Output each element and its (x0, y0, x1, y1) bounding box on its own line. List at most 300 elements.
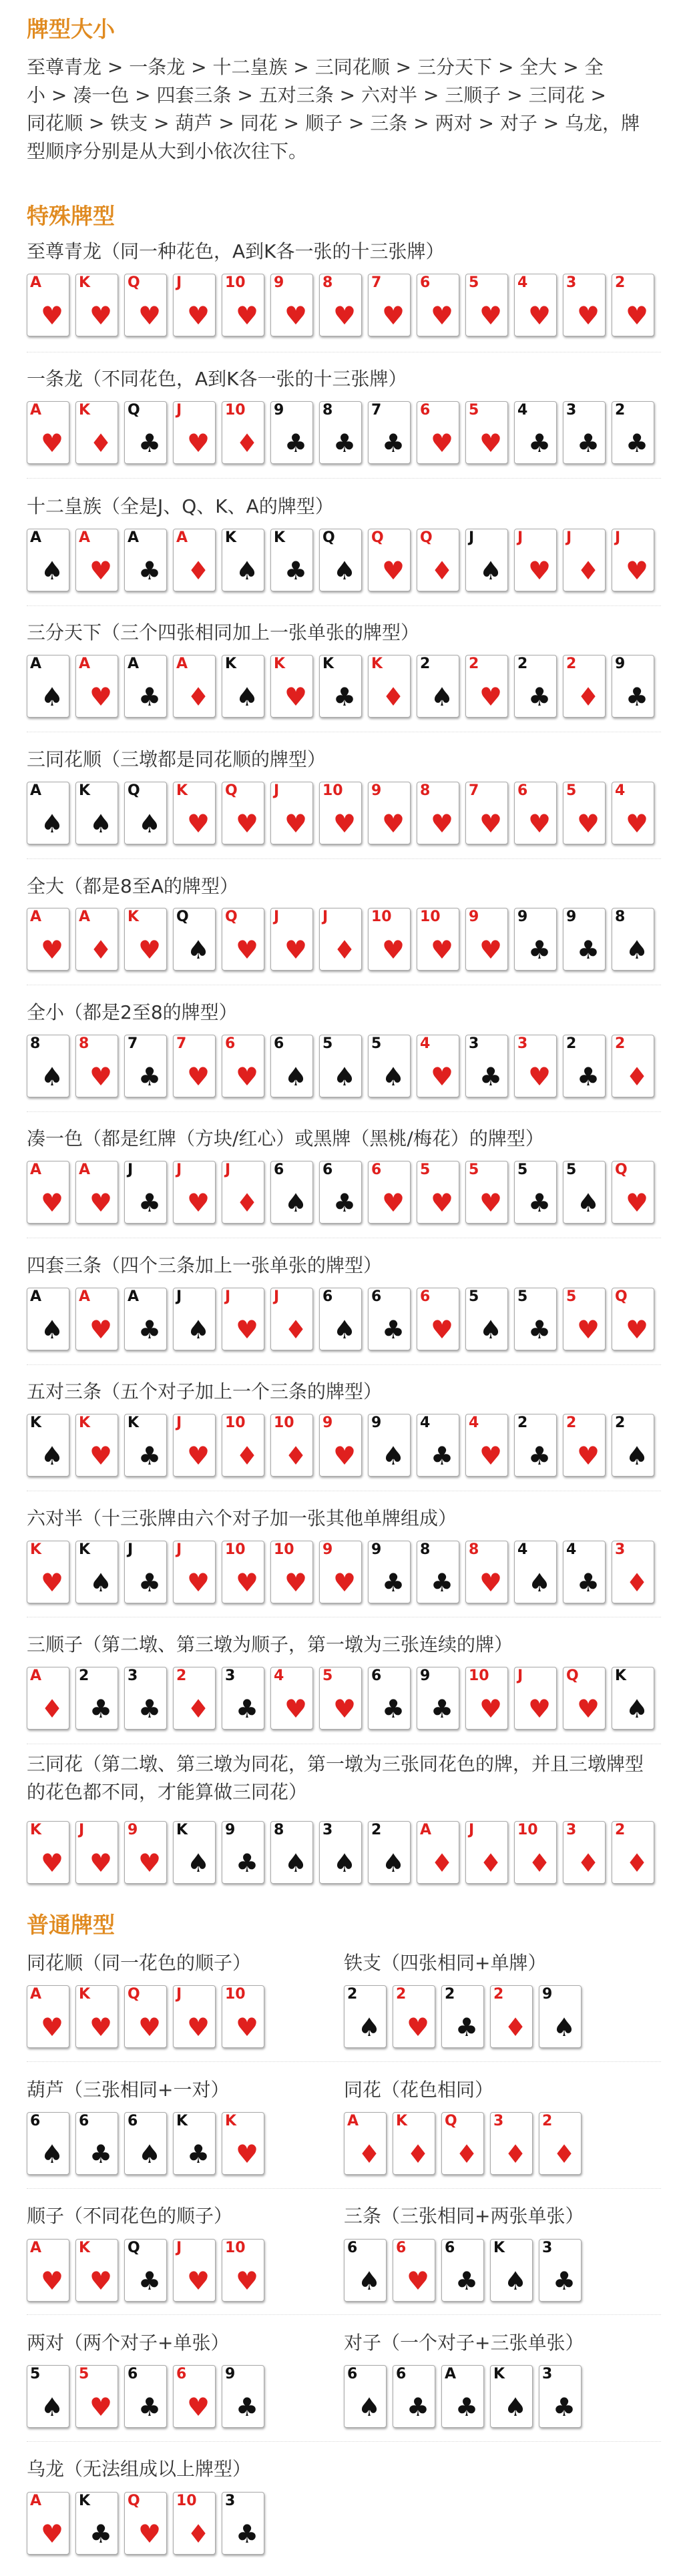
playing-card (222, 1414, 264, 1477)
heart-suit-icon: ♥ (382, 809, 405, 838)
card-rank: 5 (566, 1288, 577, 1305)
playing-card (270, 1161, 313, 1224)
club-suit-icon: ♣ (479, 1062, 503, 1091)
diamond-suit-icon: ♦ (553, 2139, 576, 2169)
card-rank: 2 (517, 656, 528, 672)
card-rank: 5 (322, 1035, 333, 1052)
card-rank: 3 (225, 2493, 236, 2509)
playing-card (514, 908, 557, 971)
diamond-suit-icon: ♦ (431, 1848, 454, 1878)
diamond-suit-icon: ♦ (187, 682, 210, 712)
card-rank: K (225, 2113, 237, 2129)
playing-card (612, 1035, 654, 1097)
card-rank: 9 (322, 1414, 333, 1431)
club-suit-icon: ♣ (577, 1062, 600, 1091)
card-rank: 10 (274, 1414, 294, 1431)
heart-suit-icon: ♥ (187, 1188, 210, 1218)
playing-card (75, 1035, 118, 1097)
special-title: 特殊牌型 (27, 203, 115, 229)
heart-suit-icon: ♥ (577, 1441, 600, 1471)
heart-suit-icon: ♥ (138, 2013, 162, 2042)
spade-suit-icon: ♠ (382, 1062, 405, 1091)
playing-card (222, 2492, 264, 2555)
spade-suit-icon: ♠ (236, 682, 259, 712)
card-rank: 2 (79, 1667, 89, 1684)
heart-suit-icon: ♥ (236, 1315, 259, 1344)
playing-card (417, 1821, 459, 1884)
card-rank: 9 (322, 1541, 333, 1558)
card-rank: Q (566, 1667, 579, 1684)
card-rank: 8 (469, 1541, 479, 1558)
playing-card (417, 1035, 459, 1097)
card-rank: 5 (517, 1288, 528, 1305)
divider (27, 2188, 661, 2189)
card-rank: 6 (445, 2240, 455, 2256)
playing-card (124, 1288, 167, 1350)
club-suit-icon: ♣ (138, 1188, 162, 1218)
heart-suit-icon: ♥ (187, 2266, 210, 2296)
card-rank: 9 (371, 782, 382, 799)
card-rank: 2 (566, 1414, 577, 1431)
spade-suit-icon: ♠ (41, 1062, 64, 1091)
heart-suit-icon: ♥ (138, 2519, 162, 2549)
heart-suit-icon: ♥ (41, 2013, 64, 2042)
playing-card (124, 1414, 167, 1477)
playing-card (173, 2365, 216, 2428)
heart-suit-icon: ♥ (382, 556, 405, 585)
playing-card (270, 1414, 313, 1477)
normal-title: 普通牌型 (27, 1912, 115, 1938)
card-rank: 3 (542, 2366, 553, 2382)
card-rank: Q (322, 529, 335, 546)
card-rank: Q (615, 1288, 628, 1305)
card-rank: 6 (420, 1288, 431, 1305)
card-rank: 4 (420, 1414, 431, 1431)
playing-card (441, 2365, 484, 2428)
spade-suit-icon: ♠ (528, 1568, 551, 1597)
card-rank: A (30, 529, 42, 546)
card-rank: 8 (420, 1541, 431, 1558)
card-rank: 6 (420, 274, 431, 291)
playing-card (222, 1667, 264, 1730)
playing-card (27, 1414, 69, 1477)
playing-card (222, 1035, 264, 1097)
club-suit-icon: ♣ (577, 1568, 600, 1597)
diamond-suit-icon: ♦ (236, 429, 259, 458)
diamond-suit-icon: ♦ (236, 1188, 259, 1218)
spade-suit-icon: ♠ (41, 2139, 64, 2169)
playing-card (368, 908, 411, 971)
playing-card (270, 908, 313, 971)
card-rank: 4 (420, 1035, 431, 1052)
diamond-suit-icon: ♦ (187, 1694, 210, 1724)
heart-suit-icon: ♥ (187, 429, 210, 458)
playing-card (612, 908, 654, 971)
playing-card (368, 1161, 411, 1224)
card-rank: 8 (322, 274, 333, 291)
card-rank: A (347, 2113, 359, 2129)
playing-card (514, 401, 557, 464)
card-rank: K (493, 2240, 505, 2256)
hand-label: 四套三条（四个三条加上一张单张的牌型） (27, 1254, 383, 1276)
playing-card (563, 1161, 606, 1224)
playing-card (417, 1667, 459, 1730)
ranking-line: 至尊青龙 > 一条龙 > 十二皇族 > 三同花顺 > 三分天下 > 全大 > 全 (27, 56, 604, 78)
card-rank: K (176, 782, 188, 799)
card-rank: 2 (420, 656, 431, 672)
spade-suit-icon: ♠ (41, 556, 64, 585)
card-rank: 2 (615, 1822, 626, 1838)
card-rank: A (30, 1986, 42, 2003)
card-rank: 9 (371, 1541, 382, 1558)
card-rank: K (225, 529, 237, 546)
playing-card (417, 782, 459, 844)
heart-suit-icon: ♥ (479, 809, 503, 838)
heart-suit-icon: ♥ (284, 301, 308, 330)
ranking-title: 牌型大小 (27, 16, 115, 42)
card-rank: A (30, 2240, 42, 2256)
playing-card (441, 2239, 484, 2302)
diamond-suit-icon: ♦ (284, 1315, 308, 1344)
card-rank: K (79, 2240, 91, 2256)
card-rank: 5 (469, 1162, 479, 1178)
spade-suit-icon: ♠ (41, 2392, 64, 2422)
card-rank: 5 (566, 1162, 577, 1178)
card-rank: 3 (469, 1035, 479, 1052)
card-rank: 3 (542, 2240, 553, 2256)
card-rank: 5 (469, 1288, 479, 1305)
heart-suit-icon: ♥ (333, 301, 357, 330)
heart-suit-icon: ♥ (431, 1315, 454, 1344)
card-rank: 6 (274, 1035, 284, 1052)
card-rank: 2 (396, 1986, 407, 2003)
playing-card (75, 1414, 118, 1477)
diamond-suit-icon: ♦ (577, 682, 600, 712)
heart-suit-icon: ♥ (479, 1694, 503, 1724)
club-suit-icon: ♣ (528, 682, 551, 712)
card-rank: K (30, 1414, 42, 1431)
diamond-suit-icon: ♦ (358, 2139, 381, 2169)
card-rank: 5 (420, 1162, 431, 1178)
card-rank: 4 (517, 1541, 528, 1558)
spade-suit-icon: ♠ (41, 1315, 64, 1344)
card-rank: A (30, 274, 42, 291)
card-rank: 6 (371, 1667, 382, 1684)
hand-label: 乌龙（无法组成以上牌型） (27, 2458, 252, 2480)
playing-card (465, 529, 508, 591)
playing-card (514, 529, 557, 591)
playing-card (270, 1667, 313, 1730)
spade-suit-icon: ♠ (577, 1188, 600, 1218)
club-suit-icon: ♣ (528, 1188, 551, 1218)
card-rank: 9 (615, 656, 626, 672)
playing-card (612, 1821, 654, 1884)
playing-card (222, 1288, 264, 1350)
playing-card (417, 401, 459, 464)
playing-card (27, 1667, 69, 1730)
heart-suit-icon: ♥ (41, 1848, 64, 1878)
card-rank: Q (420, 529, 433, 546)
card-rank: 10 (225, 2240, 246, 2256)
card-rank: J (176, 1986, 182, 2003)
playing-card (270, 1541, 313, 1603)
playing-card (222, 1821, 264, 1884)
card-rank: 10 (274, 1541, 294, 1558)
divider (27, 605, 661, 606)
playing-card (222, 782, 264, 844)
club-suit-icon: ♣ (553, 2266, 576, 2296)
card-rank: 5 (322, 1667, 333, 1684)
playing-card (173, 2112, 216, 2175)
playing-card (563, 401, 606, 464)
playing-card (27, 1541, 69, 1603)
playing-card (222, 401, 264, 464)
playing-card (490, 2239, 533, 2302)
heart-suit-icon: ♥ (284, 1568, 308, 1597)
card-rank: J (225, 1162, 231, 1178)
playing-card (27, 2239, 69, 2302)
playing-card (514, 1288, 557, 1350)
playing-card (490, 1985, 533, 2048)
card-rank: A (30, 1162, 42, 1178)
heart-suit-icon: ♥ (187, 2013, 210, 2042)
club-suit-icon: ♣ (138, 2266, 162, 2296)
spade-suit-icon: ♠ (626, 935, 649, 965)
playing-card (368, 1541, 411, 1603)
spade-suit-icon: ♠ (358, 2392, 381, 2422)
club-suit-icon: ♣ (382, 1568, 405, 1597)
playing-card (124, 274, 167, 336)
playing-card (27, 1288, 69, 1350)
playing-card (124, 529, 167, 591)
heart-suit-icon: ♥ (528, 556, 551, 585)
playing-card (173, 1035, 216, 1097)
playing-card (465, 1035, 508, 1097)
spade-suit-icon: ♠ (333, 556, 357, 585)
card-rank: Q (128, 402, 140, 419)
playing-card (417, 1161, 459, 1224)
divider (27, 1111, 661, 1112)
heart-suit-icon: ♥ (479, 429, 503, 458)
heart-suit-icon: ♥ (431, 429, 454, 458)
playing-card (514, 1667, 557, 1730)
playing-card (368, 1821, 411, 1884)
hand-label: 三条（三张相同+两张单张） (344, 2205, 584, 2227)
spade-suit-icon: ♠ (89, 1568, 113, 1597)
card-rank: A (79, 1162, 91, 1178)
card-rank: J (79, 1822, 85, 1838)
card-rank: 6 (176, 2366, 187, 2382)
heart-suit-icon: ♥ (528, 1694, 551, 1724)
playing-card (514, 1414, 557, 1477)
card-rank: J (176, 1162, 182, 1178)
card-rank: J (128, 1541, 134, 1558)
playing-card (417, 1288, 459, 1350)
card-rank: K (396, 2113, 408, 2129)
heart-suit-icon: ♥ (89, 1188, 113, 1218)
card-rank: A (30, 402, 42, 419)
card-rank: K (79, 782, 91, 799)
heart-suit-icon: ♥ (382, 301, 405, 330)
playing-card (368, 1288, 411, 1350)
playing-card (465, 1541, 508, 1603)
playing-card (368, 1667, 411, 1730)
playing-card (612, 1288, 654, 1350)
card-rank: K (274, 529, 286, 546)
divider (27, 858, 661, 859)
card-rank: A (79, 909, 91, 925)
heart-suit-icon: ♥ (577, 1694, 600, 1724)
card-rank: A (30, 1288, 42, 1305)
hand-label: 同花顺（同一花色的顺子） (27, 1952, 252, 1974)
hand-label: 对子（一个对子+三张单张） (344, 2332, 584, 2354)
playing-card (514, 1541, 557, 1603)
playing-card (124, 1985, 167, 2048)
playing-card (222, 2112, 264, 2175)
playing-card (173, 2492, 216, 2555)
playing-card (124, 1821, 167, 1884)
playing-card (465, 1288, 508, 1350)
playing-card (75, 2492, 118, 2555)
card-rank: 6 (274, 1162, 284, 1178)
card-rank: 8 (79, 1035, 89, 1052)
playing-card (465, 1161, 508, 1224)
playing-card (514, 1821, 557, 1884)
heart-suit-icon: ♥ (626, 301, 649, 330)
diamond-suit-icon: ♦ (626, 1062, 649, 1091)
heart-suit-icon: ♥ (528, 809, 551, 838)
playing-card (417, 274, 459, 336)
playing-card (75, 1667, 118, 1730)
club-suit-icon: ♣ (455, 2392, 479, 2422)
heart-suit-icon: ♥ (431, 301, 454, 330)
playing-card (344, 2239, 387, 2302)
playing-card (270, 1035, 313, 1097)
playing-card (612, 1541, 654, 1603)
club-suit-icon: ♣ (89, 1694, 113, 1724)
playing-card (563, 1821, 606, 1884)
playing-card (393, 2365, 435, 2428)
playing-card (368, 1035, 411, 1097)
card-rank: 9 (517, 909, 528, 925)
card-rank: 5 (469, 402, 479, 419)
card-rank: K (322, 656, 334, 672)
playing-card (173, 529, 216, 591)
playing-card (319, 1161, 362, 1224)
playing-card (173, 908, 216, 971)
heart-suit-icon: ♥ (236, 2266, 259, 2296)
diamond-suit-icon: ♦ (382, 682, 405, 712)
heart-suit-icon: ♥ (577, 301, 600, 330)
diamond-suit-icon: ♦ (89, 429, 113, 458)
playing-card (319, 908, 362, 971)
heart-suit-icon: ♥ (431, 935, 454, 965)
card-rank: K (128, 909, 140, 925)
hand-label: 全小（都是2至8的牌型） (27, 1001, 238, 1023)
spade-suit-icon: ♠ (358, 2013, 381, 2042)
playing-card (563, 1541, 606, 1603)
playing-card (270, 1288, 313, 1350)
playing-card (270, 655, 313, 718)
diamond-suit-icon: ♦ (626, 1848, 649, 1878)
playing-card (27, 1821, 69, 1884)
club-suit-icon: ♣ (138, 1062, 162, 1091)
divider (27, 2314, 661, 2315)
heart-suit-icon: ♥ (187, 1568, 210, 1597)
card-rank: J (176, 2240, 182, 2256)
playing-card (27, 1985, 69, 2048)
diamond-suit-icon: ♦ (407, 2139, 430, 2169)
card-rank: 2 (615, 402, 626, 419)
playing-card (173, 782, 216, 844)
card-rank: 3 (566, 1822, 577, 1838)
hand-label: 葫芦（三张相同+一对） (27, 2079, 230, 2101)
card-rank: A (30, 782, 42, 799)
heart-suit-icon: ♥ (333, 1568, 357, 1597)
diamond-suit-icon: ♦ (284, 1441, 308, 1471)
card-rank: 5 (517, 1162, 528, 1178)
playing-card (563, 1288, 606, 1350)
card-rank: 10 (225, 402, 246, 419)
playing-card (319, 1667, 362, 1730)
playing-card (441, 1985, 484, 2048)
playing-card (319, 1821, 362, 1884)
spade-suit-icon: ♠ (479, 1315, 503, 1344)
playing-card (319, 1035, 362, 1097)
card-rank: 2 (176, 1667, 187, 1684)
card-rank: J (176, 402, 182, 419)
playing-card (612, 274, 654, 336)
spade-suit-icon: ♠ (504, 2266, 527, 2296)
club-suit-icon: ♣ (138, 1694, 162, 1724)
playing-card (612, 1667, 654, 1730)
club-suit-icon: ♣ (455, 2266, 479, 2296)
hand-label: 至尊青龙（同一种花色，A到K各一张的十三张牌） (27, 240, 445, 262)
playing-card (417, 908, 459, 971)
card-rank: 10 (420, 909, 441, 925)
hand-label: 三分天下（三个四张相同加上一张单张的牌型） (27, 621, 420, 643)
card-rank: A (420, 1822, 432, 1838)
heart-suit-icon: ♥ (41, 1188, 64, 1218)
playing-card (124, 1541, 167, 1603)
card-rank: 8 (420, 782, 431, 799)
card-rank: 2 (517, 1414, 528, 1431)
spade-suit-icon: ♠ (187, 1848, 210, 1878)
playing-card (173, 1985, 216, 2048)
club-suit-icon: ♣ (382, 429, 405, 458)
card-rank: K (79, 274, 91, 291)
heart-suit-icon: ♥ (236, 1568, 259, 1597)
heart-suit-icon: ♥ (89, 2013, 113, 2042)
playing-card (75, 1985, 118, 2048)
playing-card (75, 2239, 118, 2302)
playing-card (344, 2112, 387, 2175)
heart-suit-icon: ♥ (236, 1062, 259, 1091)
spade-suit-icon: ♠ (138, 2139, 162, 2169)
club-suit-icon: ♣ (553, 2392, 576, 2422)
spade-suit-icon: ♠ (138, 809, 162, 838)
card-rank: 5 (566, 782, 577, 799)
playing-card (173, 1288, 216, 1350)
diamond-suit-icon: ♦ (528, 1848, 551, 1878)
playing-card (612, 782, 654, 844)
heart-suit-icon: ♥ (236, 809, 259, 838)
divider (27, 1364, 661, 1365)
playing-card (27, 2492, 69, 2555)
club-suit-icon: ♣ (333, 682, 357, 712)
card-rank: A (30, 656, 42, 672)
club-suit-icon: ♣ (577, 935, 600, 965)
